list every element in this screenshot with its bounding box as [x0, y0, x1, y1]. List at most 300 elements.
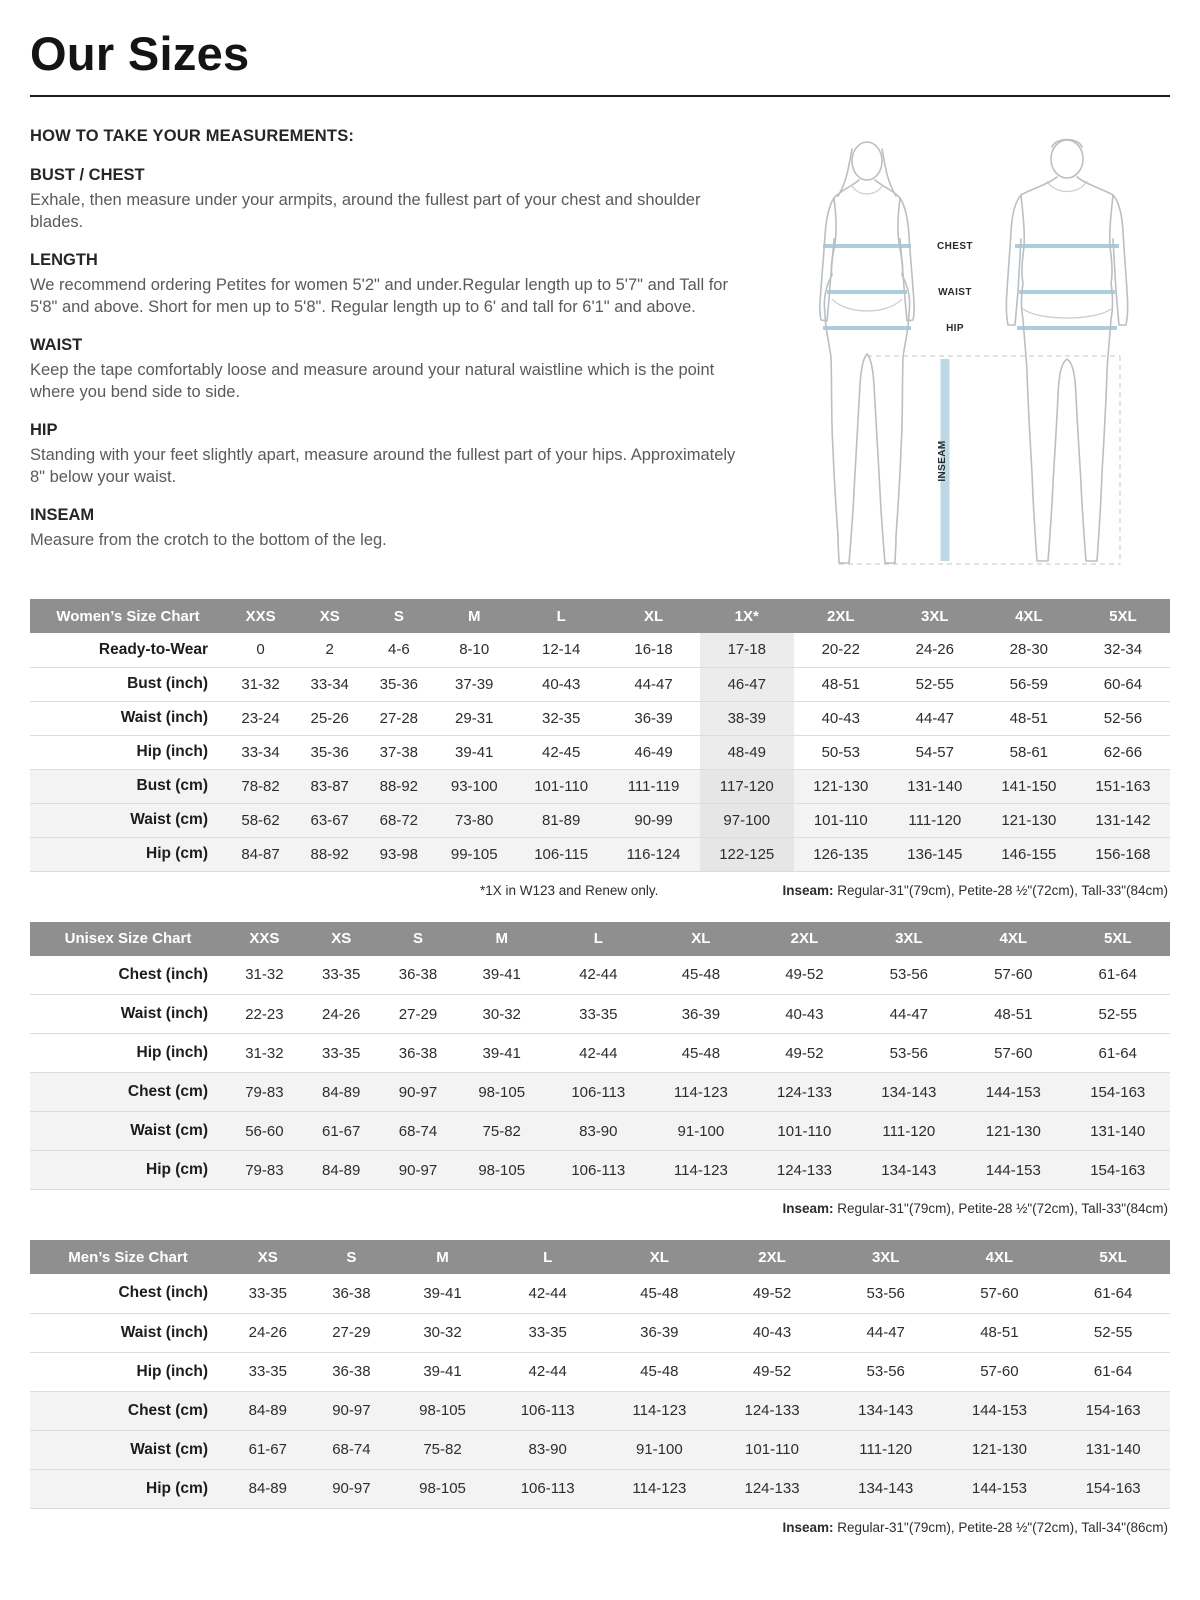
size-cell: 154-163: [1056, 1391, 1170, 1430]
size-cell: 106-113: [492, 1469, 604, 1508]
size-cell: 111-120: [829, 1430, 943, 1469]
size-column-header: XXS: [226, 922, 303, 956]
size-column-header: 5XL: [1076, 599, 1170, 633]
size-cell: 151-163: [1076, 769, 1170, 803]
size-cell: 39-41: [433, 735, 515, 769]
size-cell: 111-120: [888, 803, 982, 837]
table-header-row: [30, 1240, 1170, 1274]
size-cell: 126-135: [794, 837, 888, 871]
female-figure: [820, 142, 914, 563]
body-measurement-illustration: [775, 123, 1165, 575]
table-row: [30, 1151, 1170, 1190]
size-column-header: 4XL: [961, 922, 1065, 956]
footnote-1x: *1X in W123 and Renew only.: [480, 882, 659, 898]
size-cell: 35-36: [364, 667, 433, 701]
size-cell: 24-26: [226, 1313, 310, 1352]
size-cell: 78-82: [226, 769, 295, 803]
page-title: Our Sizes: [30, 27, 250, 80]
size-cell: 52-55: [1065, 995, 1170, 1034]
size-cell: 17-18: [700, 633, 794, 667]
size-cell: 117-120: [700, 769, 794, 803]
womens-inseam-note: [782, 883, 1168, 898]
size-cell: 154-163: [1056, 1469, 1170, 1508]
size-cell: 144-153: [961, 1151, 1065, 1190]
size-cell: 98-105: [456, 1073, 547, 1112]
size-cell: 40-43: [715, 1313, 829, 1352]
size-cell: 24-26: [303, 995, 380, 1034]
row-label: Hip (inch): [30, 1034, 226, 1073]
section-title-bust-chest: BUST / CHEST: [30, 166, 145, 184]
size-cell: 0: [226, 633, 295, 667]
size-cell: 39-41: [393, 1274, 492, 1313]
size-cell: 61-67: [303, 1112, 380, 1151]
unisex-inseam-note: [782, 1201, 1168, 1216]
table-row: [30, 633, 1170, 667]
row-label: Hip (cm): [30, 1469, 226, 1508]
size-cell: 36-39: [607, 701, 699, 735]
inseam-note-label: Inseam:: [782, 1519, 834, 1535]
measurement-instructions: [30, 121, 754, 551]
table-row: [30, 735, 1170, 769]
size-cell: 53-56: [857, 956, 961, 995]
size-cell: 48-49: [700, 735, 794, 769]
size-cell: 20-22: [794, 633, 888, 667]
size-cell: 29-31: [433, 701, 515, 735]
size-cell: 81-89: [515, 803, 607, 837]
size-cell: 90-97: [310, 1391, 394, 1430]
size-cell: 98-105: [393, 1469, 492, 1508]
female-right-arm: [900, 198, 914, 321]
size-cell: 134-143: [829, 1391, 943, 1430]
inseam-label: INSEAM: [937, 440, 948, 482]
section-title-inseam: INSEAM: [30, 505, 95, 524]
size-cell: 144-153: [943, 1469, 1057, 1508]
size-cell: 124-133: [715, 1469, 829, 1508]
size-cell: 83-90: [492, 1430, 604, 1469]
section-body-bust-chest: Exhale, then measure under your armpits, around the fullest part of your chest and shoulder blades.: [30, 191, 701, 231]
size-cell: 52-55: [1056, 1313, 1170, 1352]
size-cell: 68-74: [380, 1112, 457, 1151]
size-cell: 31-32: [226, 956, 303, 995]
size-cell: 116-124: [607, 837, 699, 871]
size-cell: 25-26: [295, 701, 364, 735]
size-column-header: 3XL: [829, 1240, 943, 1274]
table-row: [30, 1391, 1170, 1430]
size-column-header: L: [492, 1240, 604, 1274]
male-head: [1051, 140, 1083, 178]
size-cell: 42-44: [492, 1352, 604, 1391]
size-column-header: 2XL: [715, 1240, 829, 1274]
section-title-waist: WAIST: [30, 335, 83, 354]
size-cell: 146-155: [982, 837, 1076, 871]
row-label: Ready-to-Wear: [30, 633, 226, 667]
size-cell: 99-105: [433, 837, 515, 871]
row-label: Waist (cm): [30, 1112, 226, 1151]
size-cell: 22-23: [226, 995, 303, 1034]
size-cell: 124-133: [752, 1151, 856, 1190]
size-cell: 44-47: [857, 995, 961, 1034]
table-row: [30, 701, 1170, 735]
size-column-header: M: [393, 1240, 492, 1274]
size-cell: 28-30: [982, 633, 1076, 667]
row-label: Bust (cm): [30, 769, 226, 803]
size-cell: 101-110: [794, 803, 888, 837]
size-cell: 79-83: [226, 1073, 303, 1112]
row-label: Chest (inch): [30, 956, 226, 995]
size-column-header: 2XL: [752, 922, 856, 956]
size-cell: 33-34: [295, 667, 364, 701]
table-row: [30, 667, 1170, 701]
size-cell: 42-45: [515, 735, 607, 769]
size-cell: 24-26: [888, 633, 982, 667]
size-cell: 111-119: [607, 769, 699, 803]
table-header-row: [30, 922, 1170, 956]
size-column-header: M: [433, 599, 515, 633]
title-divider: [30, 26, 1170, 97]
size-cell: 93-100: [433, 769, 515, 803]
size-cell: 53-56: [857, 1034, 961, 1073]
section-body-waist: Keep the tape comfortably loose and measure around your natural waistline which is the point where you bend side to side.: [30, 360, 715, 401]
size-cell: 101-110: [515, 769, 607, 803]
size-cell: 49-52: [715, 1352, 829, 1391]
size-cell: 36-39: [650, 995, 753, 1034]
size-cell: 83-87: [295, 769, 364, 803]
size-cell: 136-145: [888, 837, 982, 871]
size-column-header: 5XL: [1065, 922, 1170, 956]
table-header-row: [30, 599, 1170, 633]
row-label: Hip (cm): [30, 837, 226, 871]
size-cell: 144-153: [943, 1391, 1057, 1430]
size-cell: 33-34: [226, 735, 295, 769]
size-cell: 73-80: [433, 803, 515, 837]
chest-label: CHEST: [937, 241, 973, 252]
size-cell: 48-51: [961, 995, 1065, 1034]
size-cell: 33-35: [303, 1034, 380, 1073]
male-body-outline: [1021, 177, 1113, 561]
size-cell: 84-87: [226, 837, 295, 871]
row-label: Waist (cm): [30, 1430, 226, 1469]
male-right-arm: [1113, 195, 1128, 325]
size-cell: 111-120: [857, 1112, 961, 1151]
size-cell: 42-44: [547, 956, 650, 995]
size-cell: 48-51: [794, 667, 888, 701]
size-cell: 46-49: [607, 735, 699, 769]
size-cell: 36-39: [604, 1313, 716, 1352]
table-row: [30, 1469, 1170, 1508]
size-column-header: XL: [607, 599, 699, 633]
row-label: Hip (inch): [30, 735, 226, 769]
table-row: [30, 1034, 1170, 1073]
size-cell: 61-67: [226, 1430, 310, 1469]
size-cell: 131-142: [1076, 803, 1170, 837]
size-cell: 68-72: [364, 803, 433, 837]
size-cell: 156-168: [1076, 837, 1170, 871]
size-cell: 53-56: [829, 1274, 943, 1313]
size-cell: 36-38: [310, 1352, 394, 1391]
inseam-note-text: Regular-31"(79cm), Petite-28 ½"(72cm), Tall-33"(84cm): [833, 1201, 1168, 1216]
size-cell: 12-14: [515, 633, 607, 667]
female-head: [852, 142, 882, 180]
size-cell: 40-43: [752, 995, 856, 1034]
size-column-header: XS: [226, 1240, 310, 1274]
size-cell: 131-140: [1056, 1430, 1170, 1469]
inseam-note-text: Regular-31"(79cm), Petite-28 ½"(72cm), Tall-34"(86cm): [833, 1519, 1168, 1535]
size-cell: 122-125: [700, 837, 794, 871]
size-cell: 101-110: [752, 1112, 856, 1151]
row-label: Waist (inch): [30, 995, 226, 1034]
size-cell: 90-97: [380, 1073, 457, 1112]
size-cell: 44-47: [829, 1313, 943, 1352]
size-cell: 121-130: [982, 803, 1076, 837]
size-cell: 58-61: [982, 735, 1076, 769]
table-row: [30, 1073, 1170, 1112]
male-figure: [1006, 140, 1127, 562]
table-row: [30, 1313, 1170, 1352]
unisex-chart-footnotes: [32, 1201, 1168, 1216]
table-row: [30, 995, 1170, 1034]
size-column-header: XXS: [226, 599, 295, 633]
size-cell: 33-35: [547, 995, 650, 1034]
section-body-length: We recommend ordering Petites for women 5'2" and under.Regular length up to 5'7" and Tall for 5'8" and above. Short for men up to 5'8". Regular length up to 6' and tall for 6'1" and above.: [30, 275, 728, 316]
size-cell: 62-66: [1076, 735, 1170, 769]
size-cell: 35-36: [295, 735, 364, 769]
mens-chart-footnotes: [32, 1520, 1168, 1535]
size-cell: 61-64: [1065, 1034, 1170, 1073]
size-cell: 33-35: [303, 956, 380, 995]
size-column-header: 3XL: [857, 922, 961, 956]
size-cell: 31-32: [226, 1034, 303, 1073]
instructions-heading: HOW TO TAKE YOUR MEASUREMENTS:: [30, 127, 355, 145]
womens-chart-footnotes: [32, 883, 1168, 898]
size-cell: 106-113: [547, 1073, 650, 1112]
table-row: [30, 769, 1170, 803]
size-column-header: 2XL: [794, 599, 888, 633]
size-cell: 27-29: [380, 995, 457, 1034]
table-row: [30, 803, 1170, 837]
size-cell: 124-133: [752, 1073, 856, 1112]
size-cell: 50-53: [794, 735, 888, 769]
size-cell: 57-60: [961, 1034, 1065, 1073]
size-column-header: XL: [604, 1240, 716, 1274]
size-cell: 33-35: [492, 1313, 604, 1352]
size-cell: 30-32: [456, 995, 547, 1034]
size-cell: 45-48: [604, 1352, 716, 1391]
size-cell: 49-52: [715, 1274, 829, 1313]
size-cell: 114-123: [650, 1151, 753, 1190]
size-cell: 36-38: [310, 1274, 394, 1313]
table-row: [30, 1430, 1170, 1469]
size-cell: 114-123: [604, 1469, 716, 1508]
size-cell: 37-38: [364, 735, 433, 769]
size-column-header: XL: [650, 922, 753, 956]
size-cell: 75-82: [456, 1112, 547, 1151]
chart-title-cell: Women’s Size Chart: [30, 599, 226, 633]
size-cell: 121-130: [794, 769, 888, 803]
size-cell: 46-47: [700, 667, 794, 701]
size-cell: 134-143: [829, 1469, 943, 1508]
size-cell: 39-41: [393, 1352, 492, 1391]
size-cell: 124-133: [715, 1391, 829, 1430]
chart-title-cell: Unisex Size Chart: [30, 922, 226, 956]
size-cell: 88-92: [364, 769, 433, 803]
size-cell: 36-38: [380, 956, 457, 995]
size-cell: 90-99: [607, 803, 699, 837]
top-content: [30, 121, 1170, 575]
size-cell: 68-74: [310, 1430, 394, 1469]
row-label: Waist (inch): [30, 701, 226, 735]
size-cell: 39-41: [456, 1034, 547, 1073]
size-cell: 90-97: [380, 1151, 457, 1190]
male-tank-lines: [1023, 181, 1111, 318]
section-body-hip: Standing with your feet slightly apart, measure around the fullest part of your hips. Approximately 8" below your waist.: [30, 445, 736, 486]
size-cell: 16-18: [607, 633, 699, 667]
size-cell: 40-43: [794, 701, 888, 735]
size-cell: 58-62: [226, 803, 295, 837]
row-label: Chest (cm): [30, 1073, 226, 1112]
size-cell: 134-143: [857, 1151, 961, 1190]
size-column-header: L: [515, 599, 607, 633]
size-cell: 32-34: [1076, 633, 1170, 667]
size-cell: 106-115: [515, 837, 607, 871]
size-cell: 39-41: [456, 956, 547, 995]
size-cell: 33-35: [226, 1274, 310, 1313]
size-cell: 154-163: [1065, 1073, 1170, 1112]
table-row: [30, 837, 1170, 871]
size-cell: 42-44: [492, 1274, 604, 1313]
size-cell: 131-140: [888, 769, 982, 803]
waist-label: WAIST: [938, 287, 972, 298]
womens-size-chart: [30, 599, 1170, 872]
section-body-inseam: Measure from the crotch to the bottom of the leg.: [30, 530, 387, 549]
size-cell: 84-89: [226, 1391, 310, 1430]
hip-label: HIP: [946, 323, 964, 334]
size-cell: 27-29: [310, 1313, 394, 1352]
size-cell: 121-130: [943, 1430, 1057, 1469]
size-cell: 48-51: [943, 1313, 1057, 1352]
size-cell: 144-153: [961, 1073, 1065, 1112]
size-cell: 88-92: [295, 837, 364, 871]
size-cell: 98-105: [393, 1391, 492, 1430]
size-cell: 49-52: [752, 1034, 856, 1073]
table-row: [30, 1274, 1170, 1313]
section-title-hip: HIP: [30, 420, 58, 439]
size-cell: 114-123: [650, 1073, 753, 1112]
size-cell: 91-100: [650, 1112, 753, 1151]
size-cell: 131-140: [1065, 1112, 1170, 1151]
size-column-header: 1X*: [700, 599, 794, 633]
table-row: [30, 1112, 1170, 1151]
size-cell: 42-44: [547, 1034, 650, 1073]
size-cell: 106-113: [492, 1391, 604, 1430]
size-cell: 93-98: [364, 837, 433, 871]
row-label: Chest (cm): [30, 1391, 226, 1430]
size-cell: 61-64: [1056, 1274, 1170, 1313]
size-cell: 57-60: [961, 956, 1065, 995]
size-cell: 79-83: [226, 1151, 303, 1190]
row-label: Hip (inch): [30, 1352, 226, 1391]
size-cell: 84-89: [303, 1073, 380, 1112]
size-column-header: S: [380, 922, 457, 956]
size-cell: 33-35: [226, 1352, 310, 1391]
row-label: Waist (cm): [30, 803, 226, 837]
size-cell: 114-123: [604, 1391, 716, 1430]
size-cell: 83-90: [547, 1112, 650, 1151]
size-cell: 61-64: [1065, 956, 1170, 995]
size-cell: 27-28: [364, 701, 433, 735]
size-cell: 121-130: [961, 1112, 1065, 1151]
size-cell: 53-56: [829, 1352, 943, 1391]
size-cell: 75-82: [393, 1430, 492, 1469]
size-column-header: L: [547, 922, 650, 956]
size-cell: 97-100: [700, 803, 794, 837]
section-title-length: LENGTH: [30, 250, 98, 269]
size-cell: 57-60: [943, 1352, 1057, 1391]
size-cell: 57-60: [943, 1274, 1057, 1313]
size-cell: 61-64: [1056, 1352, 1170, 1391]
table-row: [30, 956, 1170, 995]
row-label: Hip (cm): [30, 1151, 226, 1190]
size-cell: 91-100: [604, 1430, 716, 1469]
size-cell: 84-89: [226, 1469, 310, 1508]
size-cell: 45-48: [604, 1274, 716, 1313]
inseam-note-label: Inseam:: [782, 1201, 834, 1216]
size-cell: 37-39: [433, 667, 515, 701]
measurement-diagram: [770, 121, 1170, 575]
female-left-arm: [820, 198, 834, 321]
size-cell: 36-38: [380, 1034, 457, 1073]
size-cell: 8-10: [433, 633, 515, 667]
male-left-arm: [1006, 195, 1021, 325]
table-row: [30, 1352, 1170, 1391]
size-cell: 40-43: [515, 667, 607, 701]
size-column-header: XS: [303, 922, 380, 956]
size-cell: 63-67: [295, 803, 364, 837]
mens-size-chart: [30, 1240, 1170, 1509]
size-column-header: M: [456, 922, 547, 956]
size-cell: 101-110: [715, 1430, 829, 1469]
size-cell: 56-60: [226, 1112, 303, 1151]
inseam-note-text: Regular-31"(79cm), Petite-28 ½"(72cm), Tall-33"(84cm): [833, 882, 1168, 898]
female-body-outline: [824, 180, 909, 563]
size-cell: 4-6: [364, 633, 433, 667]
size-column-header: 3XL: [888, 599, 982, 633]
size-cell: 60-64: [1076, 667, 1170, 701]
size-cell: 31-32: [226, 667, 295, 701]
size-cell: 30-32: [393, 1313, 492, 1352]
row-label: Bust (inch): [30, 667, 226, 701]
size-cell: 52-56: [1076, 701, 1170, 735]
size-column-header: 5XL: [1056, 1240, 1170, 1274]
size-cell: 56-59: [982, 667, 1076, 701]
size-cell: 38-39: [700, 701, 794, 735]
size-cell: 54-57: [888, 735, 982, 769]
size-cell: 2: [295, 633, 364, 667]
size-cell: 134-143: [857, 1073, 961, 1112]
size-cell: 52-55: [888, 667, 982, 701]
unisex-size-chart: [30, 922, 1170, 1191]
size-cell: 45-48: [650, 956, 753, 995]
size-column-header: 4XL: [982, 599, 1076, 633]
size-cell: 141-150: [982, 769, 1076, 803]
size-column-header: S: [310, 1240, 394, 1274]
size-cell: 32-35: [515, 701, 607, 735]
size-cell: 45-48: [650, 1034, 753, 1073]
row-label: Waist (inch): [30, 1313, 226, 1352]
size-cell: 49-52: [752, 956, 856, 995]
size-cell: 84-89: [303, 1151, 380, 1190]
size-column-header: 4XL: [943, 1240, 1057, 1274]
inseam-note-label: Inseam:: [782, 882, 834, 898]
